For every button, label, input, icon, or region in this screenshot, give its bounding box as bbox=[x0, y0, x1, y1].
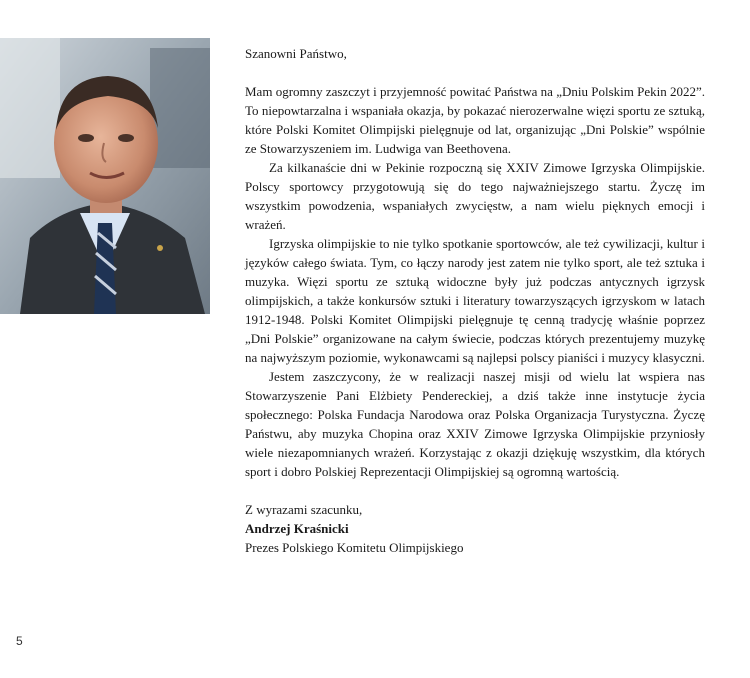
closing-block bbox=[245, 500, 705, 557]
salutation: Szanowni Państwo, bbox=[245, 46, 347, 61]
portrait-photo bbox=[0, 38, 210, 314]
paragraph: Igrzyska olimpijskie to nie tylko spotkanie sportowców, ale też cywilizacji, kultur i języków całego świata. Tym, co łączy narody jest zatem nie tylko sport, ale też sztuka i muzyka. Więzi sportu ze sztuką widoczne były już podczas antycznych igrzysk olimpijskich, a także konkursów sztuki i literatury towarzyszących igrzyskom w latach 1912-1948. Polski Komitet Olimpijski pielęgnuje tę cenną tradycję właśnie poprzez „Dni Polskie” organizowane na całym świecie, podczas których prezentujemy muzykę na najwyższym poziomie, wykonawcami są najlepsi polscy pianiści i muzycy klasyczni. bbox=[245, 236, 705, 365]
page-number: 5 bbox=[16, 634, 23, 648]
paragraph: Za kilkanaście dni w Pekinie rozpoczną się XXIV Zimowe Igrzyska Olimpijskie. Polscy sportowcy przygotowują się do tego najważniejszego startu. Życzę im wszystkim powodzenia, wspaniałych zwycięstw, a nam wielu pięknych emocji i wrażeń. bbox=[245, 160, 705, 232]
paragraph: Jestem zaszczycony, że w realizacji naszej misji od wielu lat wspiera nas Stowarzyszenie Pani Elżbiety Pendereckiej, a dziś także inne instytucje życia społecznego: Polska Fundacja Narodowa oraz Polska Organizacja Turystyczna. Życzę Państwu, aby muzyka Chopina oraz XXIV Zimowe Igrzyska Olimpijskie przyniosły wiele niezapomnianych wrażeń. Korzystając z okazji dziękuję wszystkim, dla których sport i dobro Polskiej Reprezentacji Olimpijskiej są ogromną wartością. bbox=[245, 369, 705, 479]
closing-phrase: Z wyrazami szacunku, bbox=[245, 502, 363, 517]
letter-body bbox=[245, 44, 705, 557]
paragraph: Mam ogromny zaszczyt i przyjemność powitać Państwa na „Dniu Polskim Pekin 2022”. To niepowtarzalna i wspaniała okazja, by pokazać nierozerwalne więzi sportu ze sztuką, które Polski Komitet Olimpijski pielęgnuje od lat, organizując „Dni Polskie” wspólnie ze Stowarzyszeniem im. Ludwiga van Beethovena. bbox=[245, 84, 705, 156]
signature-name: Andrzej Kraśnicki bbox=[245, 521, 349, 536]
signature-title: Prezes Polskiego Komitetu Olimpijskiego bbox=[245, 540, 464, 555]
